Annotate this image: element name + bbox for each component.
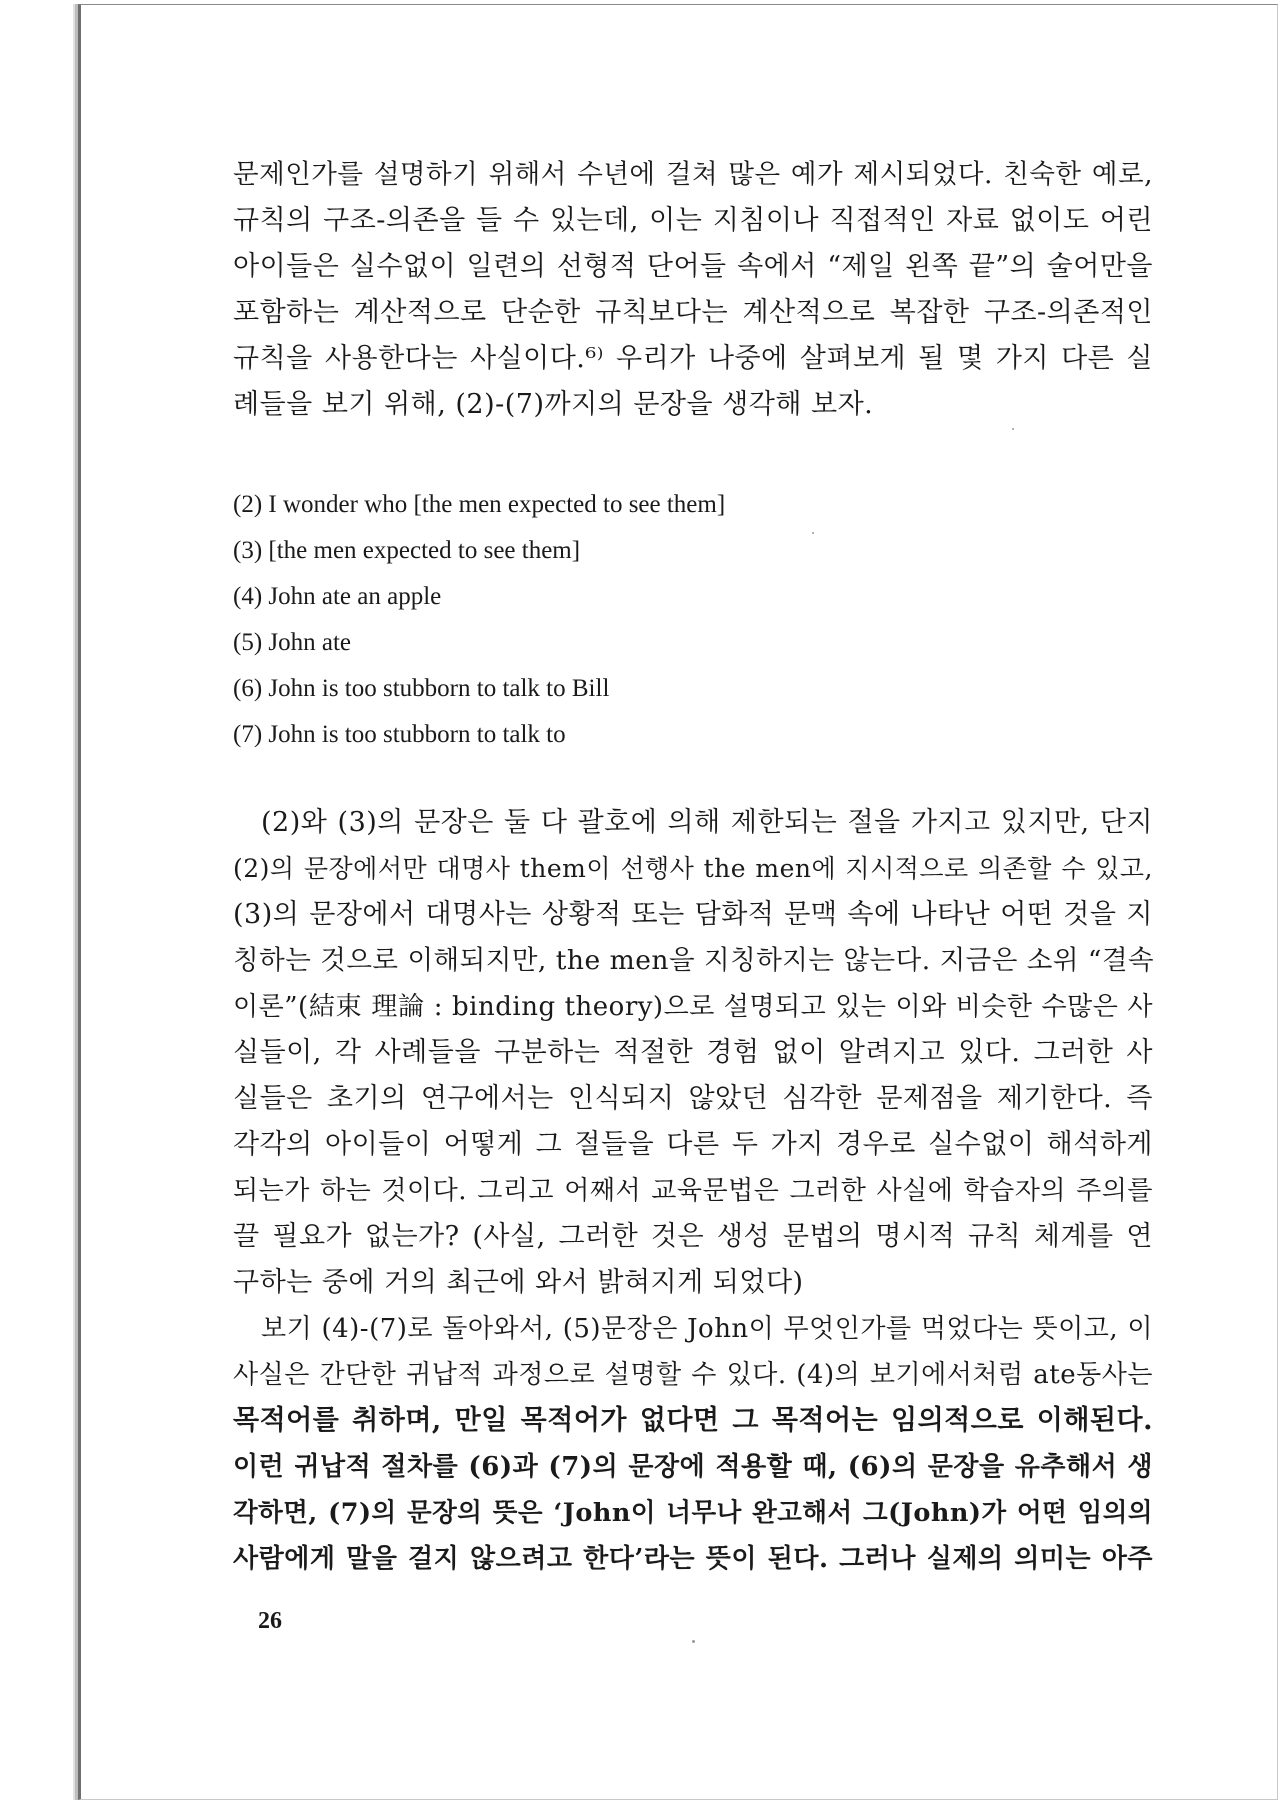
paragraph-2	[233, 800, 1153, 1582]
paragraph-line: 목적어를 취하며, 만일 목적어가 없다면 그 목적어는 임의적으로 이해된다.	[233, 1405, 1153, 1436]
scan-speck	[1012, 428, 1014, 430]
paragraph-line: 사실은 간단한 귀납적 과정으로 설명할 수 있다. (4)의 보기에서처럼 ate동사는	[233, 1360, 1153, 1390]
paragraph-line: 구하는 중에 거의 최근에 와서 밝혀지게 되었다)	[233, 1267, 804, 1298]
example-sentence: (5) John ate	[233, 629, 352, 656]
scan-speck	[692, 1640, 695, 1643]
paragraph-line: 보기 (4)-(7)로 돌아와서, (5)문장은 John이 무엇인가를 먹었다는 뜻이고, 이	[261, 1314, 1153, 1344]
paragraph-line: 각하면, (7)의 문장의 뜻은 ‘John이 너무나 완고해서 그(John)가 어떤 임의의	[233, 1498, 1153, 1528]
example-sentence: (2) I wonder who [the men expected to see them]	[233, 491, 726, 518]
example-sentence-list	[233, 482, 933, 758]
paragraph-line: 례들을 보기 위해, (2)-(7)까지의 문장을 생각해 보자.	[233, 389, 874, 420]
paragraph-line: (2)와 (3)의 문장은 둘 다 괄호에 의해 제한되는 절을 가지고 있지만, 단지	[261, 807, 1153, 838]
example-sentence: (3) [the men expected to see them]	[233, 537, 581, 564]
paragraph-line: 이론”(結束 理論 : binding theory)으로 설명되고 있는 이와 비슷한 수많은 사	[233, 992, 1153, 1022]
example-sentence: (6) John is too stubborn to talk to Bill	[233, 675, 610, 702]
paragraph-line: 실들은 초기의 연구에서는 인식되지 않았던 심각한 문제점을 제기한다. 즉	[233, 1083, 1153, 1114]
paragraph-line: 이런 귀납적 절차를 (6)과 (7)의 문장에 적용할 때, (6)의 문장을 유추해서 생	[233, 1452, 1153, 1482]
page-number: 26	[258, 1608, 282, 1634]
paragraph-1	[233, 152, 1153, 428]
scan-speck	[812, 532, 814, 534]
paragraph-line: (2)의 문장에서만 대명사 them이 선행사 the men에 지시적으로 의존할 수 있고,	[233, 854, 1153, 883]
paragraph-line: 규칙을 사용한다는 사실이다.⁶⁾ 우리가 나중에 살펴보게 될 몇 가지 다른 실	[233, 343, 1153, 374]
paragraph-line: 끌 필요가 없는가? (사실, 그러한 것은 생성 문법의 명시적 규칙 체계를 연	[233, 1221, 1153, 1252]
paragraph-line: 문제인가를 설명하기 위해서 수년에 걸쳐 많은 예가 제시되었다. 친숙한 예로,	[233, 159, 1153, 190]
example-sentence: (7) John is too stubborn to talk to	[233, 721, 566, 748]
paragraph-line: 규칙의 구조-의존을 들 수 있는데, 이는 지침이나 직접적인 자료 없이도 어린	[233, 205, 1153, 236]
paragraph-line: 칭하는 것으로 이해되지만, the men을 지칭하지는 않는다. 지금은 소위 “결속	[233, 945, 1155, 976]
paragraph-line: 각각의 아이들이 어떻게 그 절들을 다른 두 가지 경우로 실수없이 해석하게	[233, 1129, 1153, 1160]
paragraph-line: (3)의 문장에서 대명사는 상황적 또는 담화적 문맥 속에 나타난 어떤 것을 지	[233, 899, 1153, 930]
paragraph-line: 되는가 하는 것이다. 그리고 어째서 교육문법은 그러한 사실에 학습자의 주의를	[233, 1176, 1153, 1206]
paragraph-line: 실들이, 각 사례들을 구분하는 적절한 경험 없이 알려지고 있다. 그러한 사	[233, 1037, 1153, 1068]
paragraph-line: 사람에게 말을 걸지 않으려고 한다’라는 뜻이 된다. 그러나 실제의 의미는 아주	[233, 1544, 1153, 1574]
example-sentence: (4) John ate an apple	[233, 583, 442, 610]
paragraph-line: 포함하는 계산적으로 단순한 규칙보다는 계산적으로 복잡한 구조-의존적인	[233, 297, 1153, 328]
paragraph-line: 아이들은 실수없이 일련의 선형적 단어들 속에서 “제일 왼쪽 끝”의 술어만을	[233, 251, 1153, 282]
